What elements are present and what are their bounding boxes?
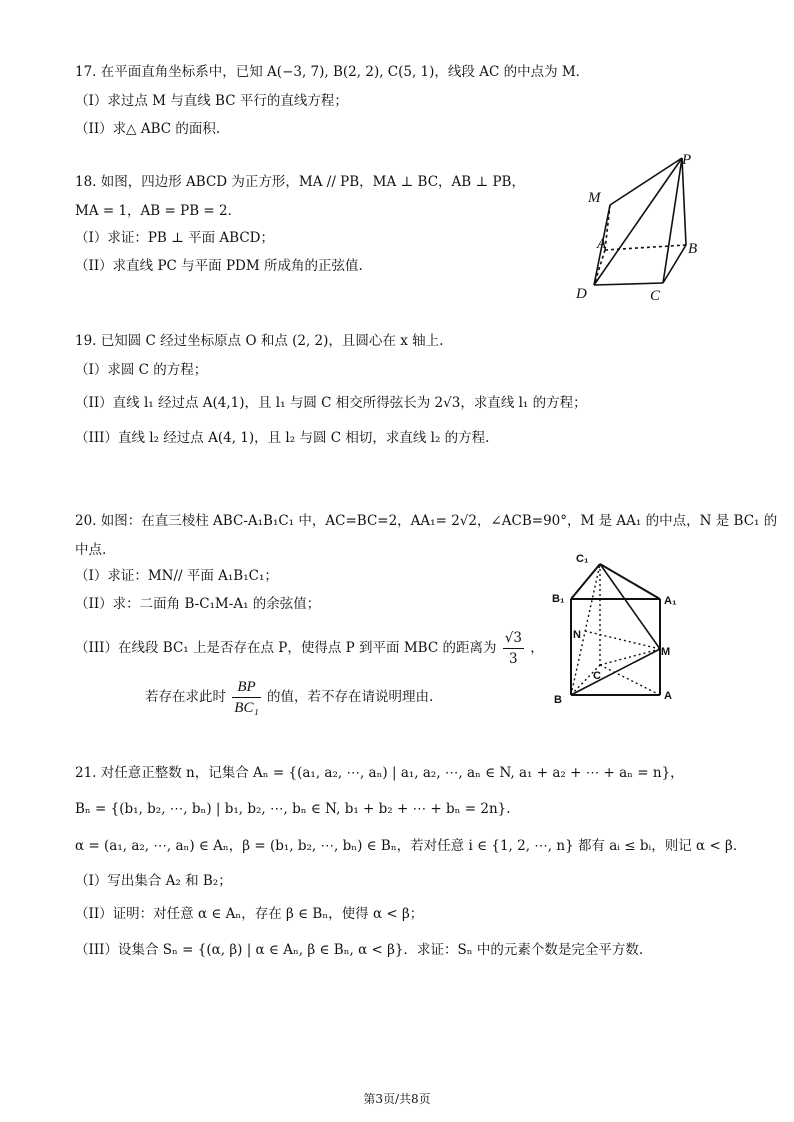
q20-part3b-post: 的值，若不存在请说明理由.: [266, 689, 434, 705]
q19-part3: （III）直线 l₂ 经过点 A(4, 1)，且 l₂ 与圆 C 相切，求直线 l₂ 的方程.: [75, 430, 490, 446]
q20-label-n: N: [573, 629, 581, 641]
q20-part3-frac-den: 3: [509, 651, 518, 667]
q21-stem-line3: α = (a₁, a₂, ⋯, aₙ) ∈ Aₙ，β = (b₁, b₂, ⋯, bₙ) ∈ Bₙ，若对任意 i ∈ {1, 2, ⋯, n} 都有 aᵢ ≤ bᵢ，则记 α < β．: [75, 838, 747, 854]
q18-label-c: C: [650, 288, 661, 304]
q18-part1: （I）求证：PB ⊥ 平面 ABCD；: [75, 230, 274, 246]
q20-part3b-frac-den: BC₁: [234, 700, 259, 716]
q20-label-a: A: [664, 690, 672, 702]
q21-stem-line1: 21. 对任意正整数 n，记集合 Aₙ = {(a₁, a₂, ⋯, aₙ) | a₁, a₂, ⋯, aₙ ∈ N, a₁ + a₂ + ⋯ + aₙ = n}，: [75, 765, 684, 781]
q20-label-c1: C₁: [576, 553, 589, 565]
q19-stem: 19. 已知圆 C 经过坐标原点 O 和点 (2, 2)，且圆心在 x 轴上.: [75, 333, 444, 349]
q20-part3b-fraction: [232, 677, 260, 718]
q18-label-m: M: [588, 190, 601, 206]
q20-part3: [75, 628, 544, 669]
q21-part3: （III）设集合 Sₙ = {(α, β) | α ∈ Aₙ, β ∈ Bₙ, α < β}．求证：Sₙ 中的元素个数是完全平方数.: [75, 942, 644, 958]
q20-label-b1: B₁: [552, 593, 565, 605]
q20-part1: （I）求证：MN// 平面 A₁B₁C₁；: [75, 568, 278, 584]
q20-label-b: B: [554, 694, 562, 706]
q18-label-a: A: [597, 236, 607, 252]
q20-label-a1: A₁: [664, 595, 677, 607]
q18-figure: [570, 150, 720, 310]
q19-part1: （I）求圆 C 的方程；: [75, 362, 208, 378]
q20-part3b-pre: 若存在求此时: [145, 689, 226, 705]
q20-part3-cont: [145, 677, 433, 718]
q21-stem-line2: Bₙ = {(b₁, b₂, ⋯, bₙ) | b₁, b₂, ⋯, bₙ ∈ N, b₁ + b₂ + ⋯ + bₙ = 2n}.: [75, 801, 511, 817]
q19-part2: （II）直线 l₁ 经过点 A(4,1)，且 l₁ 与圆 C 相交所得弦长为 2√3，求直线 l₁ 的方程；: [75, 395, 587, 411]
q20-stem-line2: 中点.: [75, 542, 107, 558]
q17-stem: 17. 在平面直角坐标系中，已知 A(−3, 7), B(2, 2), C(5, 1)，线段 AC 的中点为 M．: [75, 64, 590, 80]
q20-label-m: M: [661, 646, 671, 658]
q20-part3b-frac-num: BP: [232, 677, 260, 698]
q18-label-p: P: [682, 152, 692, 168]
q20-part2: （II）求：二面角 B-C₁M-A₁ 的余弦值；: [75, 596, 321, 612]
q18-stem-line1: 18. 如图，四边形 ABCD 为正方形，MA // PB，MA ⊥ BC，AB ⊥ PB，: [75, 174, 525, 190]
q20-part3-text: （III）在线段 BC₁ 上是否存在点 P，使得点 P 到平面 MBC 的距离为: [75, 640, 497, 656]
q17-part2: （II）求△ ABC 的面积.: [75, 121, 221, 137]
q18-part2: （II）求直线 PC 与平面 PDM 所成角的正弦值.: [75, 258, 363, 274]
q20-part3-frac-num: √3: [503, 628, 524, 649]
q20-part3-end: ，: [530, 640, 544, 656]
q18-label-b: B: [688, 241, 698, 257]
page-number: 第3页/共8页: [363, 1092, 431, 1106]
q18-stem-line2: MA = 1，AB = PB = 2．: [75, 203, 242, 219]
q21-part2: （II）证明：对任意 α ∈ Aₙ，存在 β ∈ Bₙ，使得 α < β；: [75, 906, 424, 922]
q20-stem-line1: 20. 如图：在直三棱柱 ABC-A₁B₁C₁ 中，AC=BC=2，AA₁= 2√2，∠ACB=90°，M 是 AA₁ 的中点，N 是 BC₁ 的: [75, 513, 778, 529]
q17-part1: （I）求过点 M 与直线 BC 平行的直线方程；: [75, 93, 348, 109]
q20-part3-fraction: [503, 628, 524, 669]
q21-part1: （I）写出集合 A₂ 和 B₂；: [75, 873, 232, 889]
q18-label-d: D: [576, 286, 587, 302]
q20-figure: [548, 552, 688, 707]
q20-label-c: C: [593, 670, 601, 682]
